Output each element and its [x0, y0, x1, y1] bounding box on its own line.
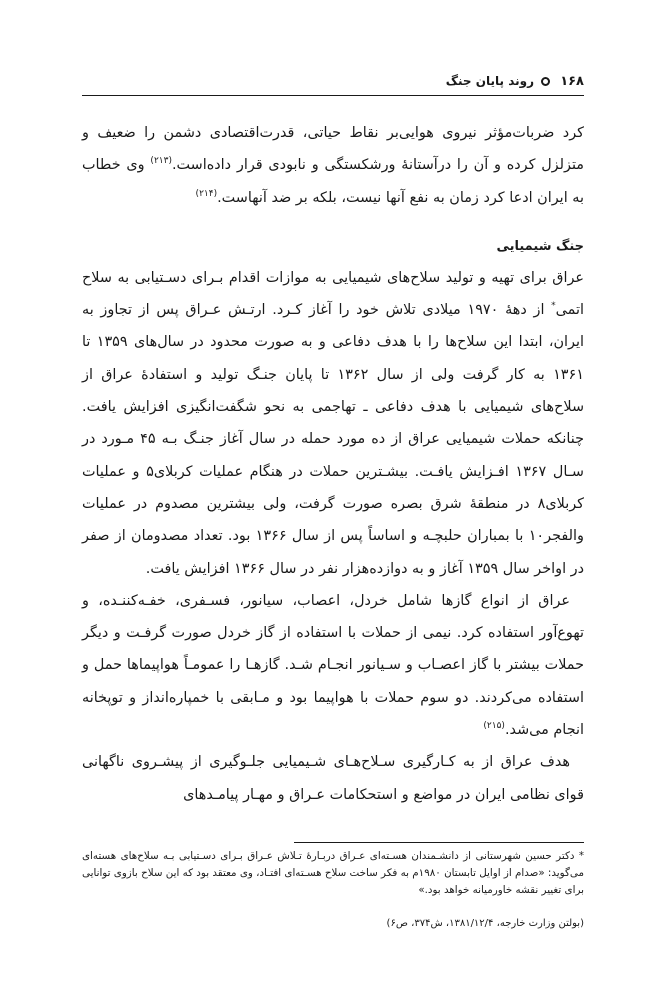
paragraph-gases — [82, 585, 584, 746]
footnote-marker: * — [551, 301, 556, 312]
citation-ref: (۲۱۳) — [150, 156, 172, 167]
citation-ref: (۲۱۵) — [483, 721, 505, 732]
page-body — [82, 117, 584, 811]
paragraph-intro — [82, 117, 584, 214]
paragraph-text: عراق از انواع گازها شامل خردل، اعصاب، سیانور، فسـفری، خفـه‌کننـده، و تهوع‌آور استفاده کرد. نیمی از حملات با استفاده از گاز خردل صورت گرفـت و دیگر حملات بیشتر با گاز اعصـاب و سـیانور انجـام شـد. گازهـا را عمومـاً هواپیماها حمل و استفاده می‌کردند. دو سوم حملات با هواپیما بود و مـابقی با خمپاره‌انداز و توپخانه انجام می‌شد. — [82, 592, 584, 739]
footnote-source: (بولتن وزارت خارجه، ۱۳۸۱/۱۲/۴، ش۳۷۴، ص۶) — [386, 918, 584, 929]
paragraph-chemical — [82, 262, 584, 585]
circle-bullet-icon — [541, 77, 550, 86]
footnote-rule — [294, 842, 584, 843]
header-rule — [82, 95, 584, 96]
section-heading: جنگ شیمیایی — [496, 238, 584, 254]
paragraph-text: کرد ضربات‌مؤثر نیروی هوایی‌بر نقاط حیاتی، قدرت‌اقتصادی دشمن را ضعیف و متزلزل کرده و آن را درآستانهٔ ورشکستگی و نابودی قرار داده‌است. — [82, 125, 585, 174]
paragraph-text: عراق برای تهیه و تولید سلاح‌های شیمیایی به موازات اقدام بـرای دسـتیابی به سلاح اتمی — [82, 269, 584, 319]
footnote-text: * دکتر حسین شهرستانی از دانشـمندان هسـته‌ای عـراق دربـارهٔ تـلاش عـراق بـرای دسـتیابی بـه سلاح‌های هسته‌ای می‌گوید: «صدام از اوایل تابستان ۱۹۸۰م به فکر ساخت سلاح هسـته‌ای افتـاد، وی معتقد بود که این سلاح بازوی توانایی برای تغییر نقشه خاورمیانه خواهد بود.» — [82, 850, 584, 896]
running-title: روند پایان جنگ — [445, 74, 534, 88]
page-number: ۱۶۸ — [560, 74, 584, 89]
paragraph-goal: هدف عراق از به کـارگیری سـلاح‌هـای شـیمیایی جلـوگیری از پیشـروی ناگهانی قوای نظامی ایران در مواضع و استحکامات عـراق و مهـار پیامـدهای — [82, 754, 584, 803]
paragraph-text: وی خطاب به ایران ادعا کرد زمان به نفع آنها نیست، بلکه بر ضد آنهاست. — [82, 157, 584, 206]
page-header — [82, 70, 584, 98]
paragraph-text: از دههٔ ۱۹۷۰ میلادی تلاش خود را آغاز کـرد. ارتـش عـراق پس از تجاوز به ایران، ابتدا این سلاح‌ها را با هدف دفاعی و به صورت محدود در سال‌های ۱۳۵۹ تا ۱۳۶۱ به کار گرفت ولی از سال ۱۳۶۲ تا پایان جنـگ تولید و استفادهٔ عراق از سلاح‌های شیمیایی با هدف دفاعی ـ تهاجمی به نحو شگفت‌انگیزی افزایش یافت. چنانکه حملات شیمیایی عراق از ده مورد حمله در سال آغاز جنـگ بـه ۴۵ مـورد در سـال ۱۳۶۷ افـزایش یافـت. بیشـترین حملات در هنگام عملیات کربلای۵ و عملیات کربلای۸ در منطقهٔ شرق بصره صورت گرفت، ولی بیشترین مصدوم در عملیات والفجر۱۰ با بمباران حلبچـه و اساساً پس از سال ۱۳۶۶ بود. تعداد مصدومان از صفر در اواخر سال ۱۳۵۹ آغاز و به دوازده‌هزار نفر در سال ۱۳۶۶ افزایش یافت. — [82, 302, 584, 577]
citation-ref: (۲۱۴) — [195, 188, 218, 199]
